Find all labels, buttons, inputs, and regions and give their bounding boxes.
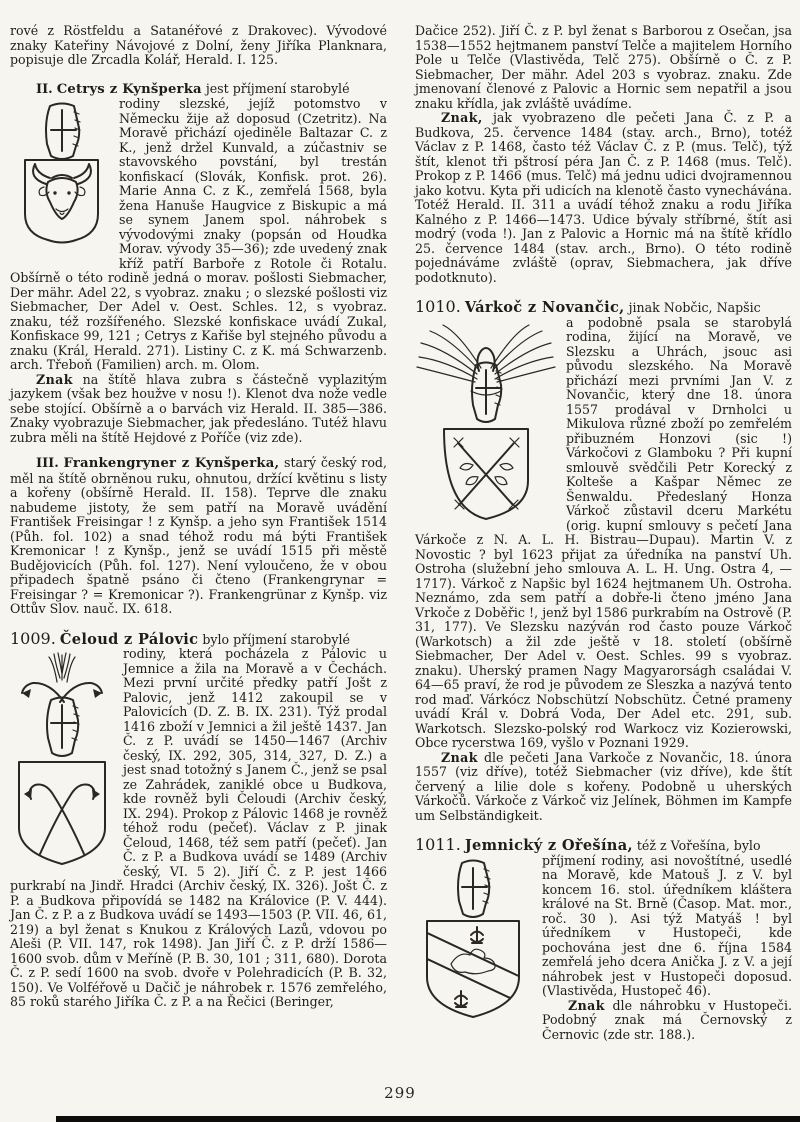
celoud-continuation-paragraph: Dačice 252). Jiří Č. z P. byl ženat s Barborou z Osečan, jsa 1538—1552 hejtmanem panství Telče a majitelem Horního Pole u Telče (Vlastivěda, Telč 275). Obšírně o Č. z P. Siebmacher, Der mähr. Adel 203 s vyobraz. znaku. Zde jmenovaní členové z Palovic a Hornic sem nepatřil a jsou znaku křídla, jak zvláště uvádíme. — [415, 23, 792, 111]
entry-body-cetrys — [10, 97, 387, 445]
znak-label: Znak — [36, 371, 73, 387]
znak-paragraph-celoud — [415, 111, 792, 285]
entry-text: rodiny, která pocházela z Pálovic u Jemnice a žila na Moravě a v Čechách. Mezi první určité předky patří Jošt z Palovic, jenž 1412 zakoupil se v Palovicích (D. Z. B. IX. 231). Týž prodal 1416 zboží v Jemnici a žil ještě 1437. Jan Č. z P. uvádí se 1450—1467 (Archiv český, IX. 292, 305, 314, 327, D. Z.) a jest snad totožný s Janem Č., jenž se psal ze Zahrádek, zaniklé obce u Budkova, kde rovněž byli Čeloudi (Archiv český, IX. 294). Prokop z Pálovic 1468 je rovněž téhož rodu (pečeť). Václav z P. jinak Čeloud, 1468, též sem patří (pečeť). Jan Č. z P. a Budkova uvádí se 1489 (Archiv český, VI. 5 2). Jiří Č. z P. jest 1466 purkrabí na Jindř. Hradci (Archiv český, IX. 326). Jošt Č. z P. a Budkova připovídá se 1482 na Královice (P. V. 444). Jan Č. z P. a z Budkova uvádí se 1493—1503 (P. VII. 46, 61, 219) a byl ženat s Knukou z Králových Lazů, vdovou po Aleši (P. VII. 147, rok 1498). Jan Jiří Č. z P. drží 1586—1600 svob. dům v Meříně (P. B. 30, 101 ; 311, 680). Dorota Č. z P. sedí 1600 na svob. dvoře v Polehradicích (P. B. 32, 150). Ve Volféřově u Dačič je náhrobek r. 1576 zemřelého, 85 roků starého Jiříka Č. z P. a na Řečici (Beringer, — [10, 646, 387, 1009]
right-column — [415, 24, 792, 1042]
entry-lead-text: jest příjmení starobylé — [205, 80, 350, 96]
entry-body-celoud — [10, 647, 387, 1010]
entry-text: starý český rod, měl na štítě obrněnou ruku, ohnutou, držící květinu s listy a kořeny (obšírně Herald. II. 158). Teprve dle znaku nabudeme jistoty, že sem patří na Moravě uvádění František Freisingar ! z Kynšp. a jeho syn František 1514 (Půh. fol. 102) a snad téhož rodu má býti František Kremonicar ! z Kynšp., jenž se uvádí 1515 při městě Budějovicích (Půh. fol. 127). Není vyloučeno, že v obou připadech špatně psáno či čteno (Frankengrynar = Freisingar ? = Kremonicar ?). Frankengrünar z Kynšp. viz Ottův Slov. nauč. IX. 618. — [10, 455, 387, 616]
left-column — [10, 24, 387, 1042]
jemnicky-coat-of-arms-illustration — [415, 857, 533, 1033]
znak-text: dle náhrobku v Hustopeči. Podobný znak má Černovský z Černovic (zde str. 188.). — [542, 997, 792, 1042]
entry-number: 1009. — [10, 628, 56, 648]
entry-heading-jemnicky — [415, 837, 792, 854]
znak-label: Znak — [568, 997, 605, 1013]
entry-title: Cetrys z Kynšperka — [56, 81, 202, 97]
znak-label: Znak, — [441, 110, 483, 125]
entry-frankengryner — [10, 456, 387, 617]
entry-title: Várkoč z Novančic, — [464, 299, 625, 316]
entry-lead-text: jinak Nobčic, Napšic — [628, 300, 761, 315]
scan-edge-artifact — [56, 1116, 800, 1122]
znak-paragraph-cetrys — [10, 373, 387, 446]
intro-paragraph: rové z Röstfeldu a Satanéřové z Drakovec). Vývodové znaky Kateřiny Návojové z Dolní, ženy Jiříka Planknara, popisuje dle Zrcadla Kolář, Herald. I. 125. — [10, 23, 387, 67]
entry-title: Jemnický z Ořešína, — [464, 837, 633, 854]
page-number: 299 — [384, 1084, 416, 1102]
znak-label: Znak — [441, 749, 478, 765]
entry-title: Frankengryner z Kynšperka, — [63, 456, 280, 471]
entry-body-varkoc — [415, 316, 792, 824]
znak-paragraph-varkoc — [415, 751, 792, 824]
entry-lead-text: též z Vořešína, bylo — [636, 838, 761, 853]
entry-number: 1010. — [415, 297, 461, 316]
entry-text: a podobně psala se starobylá rodina, žijící na Moravě, ve Slezsku a Uhrách, jsouc asi původu slezského. Na Moravě přichází mezi prvními Jan V. z Novančic, který dne 18. února 1557 prodával v Drnholci u Mikulova různé zboží po zemřelém přibuzném Honzovi (sic !) Várkočovi z Glamboku ? Při kupní smlouvě svědčili Petr Korecký z Kolteše a Kašpar Němec ze Šenwaldu. Předeslaný Honza Várkoč zůstavil dceru Markétu (orig. kupní smlouvy s pečetí Jana Várkoče z N. A. L. H. Bistrau—Dupau). Martin V. z Novostic ? byl 1623 přijat za úředníka na panství Uh. Ostroha (služební jeho smlouva A. L. H. Ung. Ostra 4, —1717). Várkoč z Napšic byl 1624 hejtmanem Uh. Ostroha. Neznámo, zda sem patří a dobře-li čteno jméno Jana Vrkoče z Doběřic !, jenž byl 1586 purkrabím na Ostrově (P. 31, 177). Ve Slezsku nazýván rod často pouze Várkoč (Warkotsch) a žil zde ještě v 18. století (obšírně Siebmacher, Der Adel v. Oest. Schles. 99 s vyobraz. znaku). Uherský pramen Nagy Magyarorságh családai V. 64—65 praví, že rod je původem ze Sleszka a nazývá tento rod maď. Várkócz Nobschützí Nobschütz. Četné prameny uvádí Král v. Dobrá Voda, Der Adel etc. 291, sub. Warkotsch. Slezsko-polský rod Warkocz viz Kozierowski, Obce rycerstwa 169, vyšlo v Poznani 1929. — [415, 314, 792, 750]
znak-text: na štítě hlava zubra s částečně vyplazitým jazykem (však bez houžve v nosu !). Klenot dva nože vedle sebe stojící. Obšírně a o barvách viz Herald. II. 385—386. Znaky vyobrazuje Siebmacher, jak předesláno. Tutéž hlavu zubra měli na štítě Hejdové z Poříče (viz zde). — [10, 371, 387, 445]
znak-text: jak vyobrazeno dle pečeti Jana Č. z P. a Budkova, 25. července 1484 (stav. arch., Brno), totéž Václav z P. 1468, často též Václav Č. z P. (mus. Telč), týž štít, klenot tři pštrosí péra Jan Č. z P. 1468 (mus. Telč). Prokop z P. 1466 (mus. Telč) má jednu udici dvojramennou jako kotvu. Kyta při udicích na klenotě často vynechávána. Totéž Herald. II. 311 a uvádí téhož znaku a rodu Jiříka Kalného z P. 1466—1473. Udice bývaly stříbrné, štít asi modrý (voda !). Jan z Palovic a Hornic má na štítě křídlo 25. července 1484 (stav. arch., Brno). O této rodině pojednáváme zvláště (oprav, Siebmachera, jak dříve podotknuto). — [415, 110, 792, 285]
entry-number: III. — [36, 456, 59, 471]
entry-text: příjmení rodiny, asi novoštítné, usedlé na Moravě, kde Matouš J. z V. byl koncem 16. stol. úředníkem kláštera králové na St. Brně (Časop. Mat. mor., roč. 30 ). Asi týž Matyáš ! byl úředníkem v Hustopeči, kde pochována jest dne 6. října 1584 zemřelá jeho dcera Anička J. z V. a její náhrobek jest v Hustopeči doposud. (Vlastivěda, Hustopeč 46). — [542, 852, 792, 998]
entry-heading-varkoc — [415, 299, 792, 316]
entry-body-jemnicky — [415, 854, 792, 1043]
varkoc-coat-of-arms-illustration — [415, 319, 557, 527]
entry-lead-text: bylo příjmení starobylé — [202, 631, 350, 647]
entry-heading-cetrys — [10, 82, 387, 98]
entry-heading-celoud — [10, 628, 387, 648]
text-columns — [10, 24, 792, 1042]
cetrys-coat-of-arms-illustration — [10, 100, 110, 260]
entry-number: II. — [36, 81, 53, 97]
znak-text: dle pečeti Jana Varkoče z Novančic, 18. února 1557 (viz dříve), totéž Siebmacher (viz dříve), kde štít červený a lilie dole s kořeny. Podobně u uherských Várkočů. Várkoče z Várkoč viz Jelínek, Böhmen im Kampfe um Selbständigkeit. — [415, 749, 792, 823]
entry-text: rodiny slezské, jejíž potomstvo v Německu žije až doposud (Czetritz). Na Moravě přichází ojediněle Baltazar C. z K., jenž držel Kunvald, a zúčastniv se stavovského povstání, byl trestán konfiskací (Slovák, Konfisk. prot. 26). Marie Anna C. z K., zemřelá 1568, byla žena Hanuše Haugvice z Biskupic a má se synem Janem spol. náhrobek s vývodovými znaky (popsán od Houdka Morav. vývody 35—36); zde uvedený znak kříž patří Barboře z Rotole či Rotalu. Obšírně o této rodině jedná o morav. pošlosti Siebmacher, Der mähr. Adel 22, s vyobraz. znaku ; o slezské pošlosti viz Siebmacher, Der Adel v. Oest. Schles. 12, s vyobraz. znaku, též rozšířeného. Slezské konfiskace uvádí Zukal, Konfiskace 99, 121 ; Cetrys z Kařiše byl stejného původu a znaku (Král, Herald. 271). Listiny C. z K. má Schwarzenb. arch. Třeboň (Familien) arch. m. Olom. — [10, 96, 387, 372]
entry-number: 1011. — [415, 835, 461, 854]
celoud-coat-of-arms-illustration — [10, 650, 114, 876]
entry-title: Čeloud z Pálovic — [59, 630, 199, 648]
